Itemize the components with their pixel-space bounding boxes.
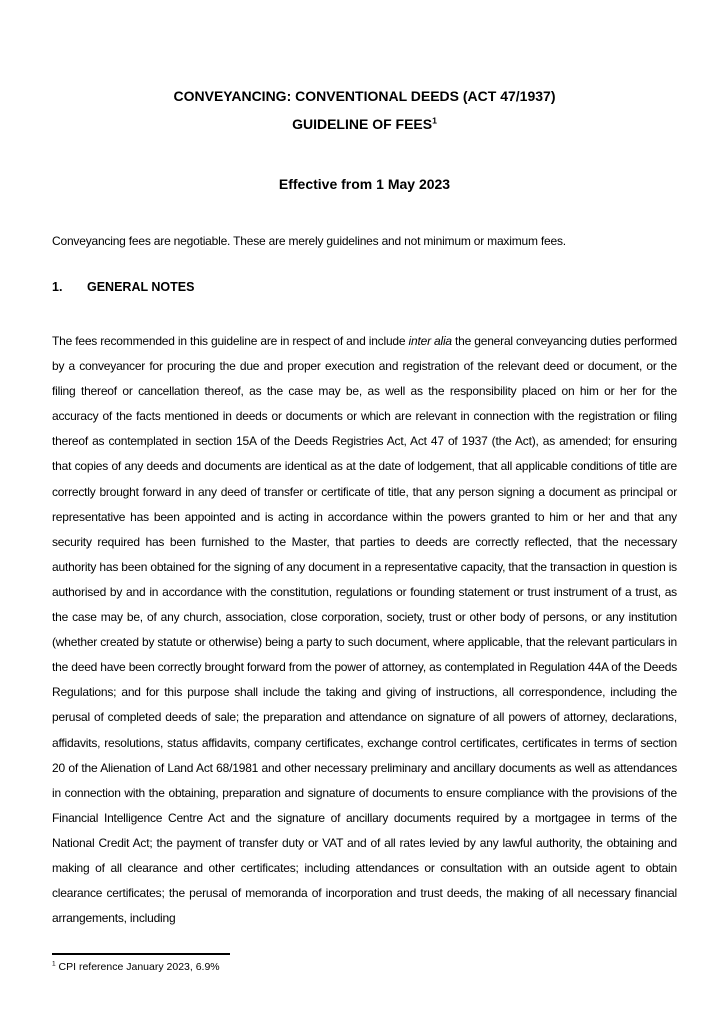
footnote-separator-rule <box>52 953 230 955</box>
effective-date-line <box>52 175 677 193</box>
disclaimer-line <box>52 233 677 249</box>
general-notes-paragraph <box>52 329 677 931</box>
section-number: 1. <box>52 280 63 294</box>
footnote-text: CPI reference January 2023, 6.9% <box>58 961 220 974</box>
general-notes-paragraph-part2: the general conveyancing duties performed by a conveyancer for procuring the due and proper execution and registration of the relevant deed or document, or the filing thereof or cancellation thereof, as the case may be, as well as the responsibility placed on him or her for the accuracy of the facts mentioned in deeds or documents or which are relevant in connection with the registration or filing thereof as contemplated in section 15A of the Deeds Registries Act, Act 47 of 1937 (the Act), as amended; for ensuring that copies of any deeds and documents are identical as at the date of lodgement, that all applicable conditions of title are correctly brought forward in any deed of transfer or certificate of title, that any person signing a document as principal or representative has been appointed and is acting in accordance within the powers granted to him or her and that any security required has been furnished to the Master, that parties to deeds are correctly reflected, that the necessary authority has been obtained for the signing of any document in a representative capacity, that the transaction in question is authorised by and in accordance with the constitution, regulations or founding statement or trust instrument of a trust, as the case may be, of any church, association, close corporation, society, trust or other body of persons, or any institution (whether created by statute or otherwise) being a party to such document, where applicable, that the relevant particulars in the deed have been correctly brought forward from the power of attorney, as contemplated in Regulation 44A of the Deeds Regulations; and for this purpose shall include the taking and giving of instructions, all correspondence, including the perusal of completed deeds of sale; the preparation and attendance on signature of all powers of attorney, declarations, affidavits, resolutions, status affidavits, company certificates, exchange control certificates, certificates in terms of section 20 of the Alienation of Land Act 68/1981 and other necessary preliminary and ancillary documents as well as attendances in connection with the obtaining, preparation and signature of documents to ensure compliance with the provisions of the Financial Intelligence Centre Act and the signature of ancillary documents required by a mortgagee in terms of the National Credit Act; the payment of transfer duty or VAT and of all rates levied by any lawful authority, the obtaining and making of all clearance and other certificates; including attendances or consultation with an outside agent to obtain clearance certificates; the perusal of memoranda of incorporation and trust deeds, the making of all necessary financial arrangements, including <box>52 334 678 926</box>
effective-date-text: Effective from 1 May 2023 <box>278 176 451 192</box>
document-title-line1-text: CONVEYANCING: CONVENTIONAL DEEDS (ACT 47/1937) <box>173 88 556 104</box>
title-footnote-reference-marker: 1 <box>432 115 437 126</box>
footnote-marker: 1 <box>52 960 56 968</box>
section-title: GENERAL NOTES <box>87 280 195 294</box>
disclaimer-text: Conveyancing fees are negotiable. These are merely guidelines and not minimum or maximum fees. <box>52 234 566 248</box>
section-heading-general-notes <box>52 279 677 296</box>
document-title-line1 <box>52 87 677 105</box>
footnote-line <box>52 960 677 974</box>
general-notes-paragraph-italic-phrase: inter alia <box>408 334 452 348</box>
document-title-line2-text: GUIDELINE OF FEES <box>292 116 433 132</box>
document-title-line2 <box>52 115 677 133</box>
general-notes-paragraph-part1: The fees recommended in this guideline are in respect of and include <box>52 334 409 348</box>
